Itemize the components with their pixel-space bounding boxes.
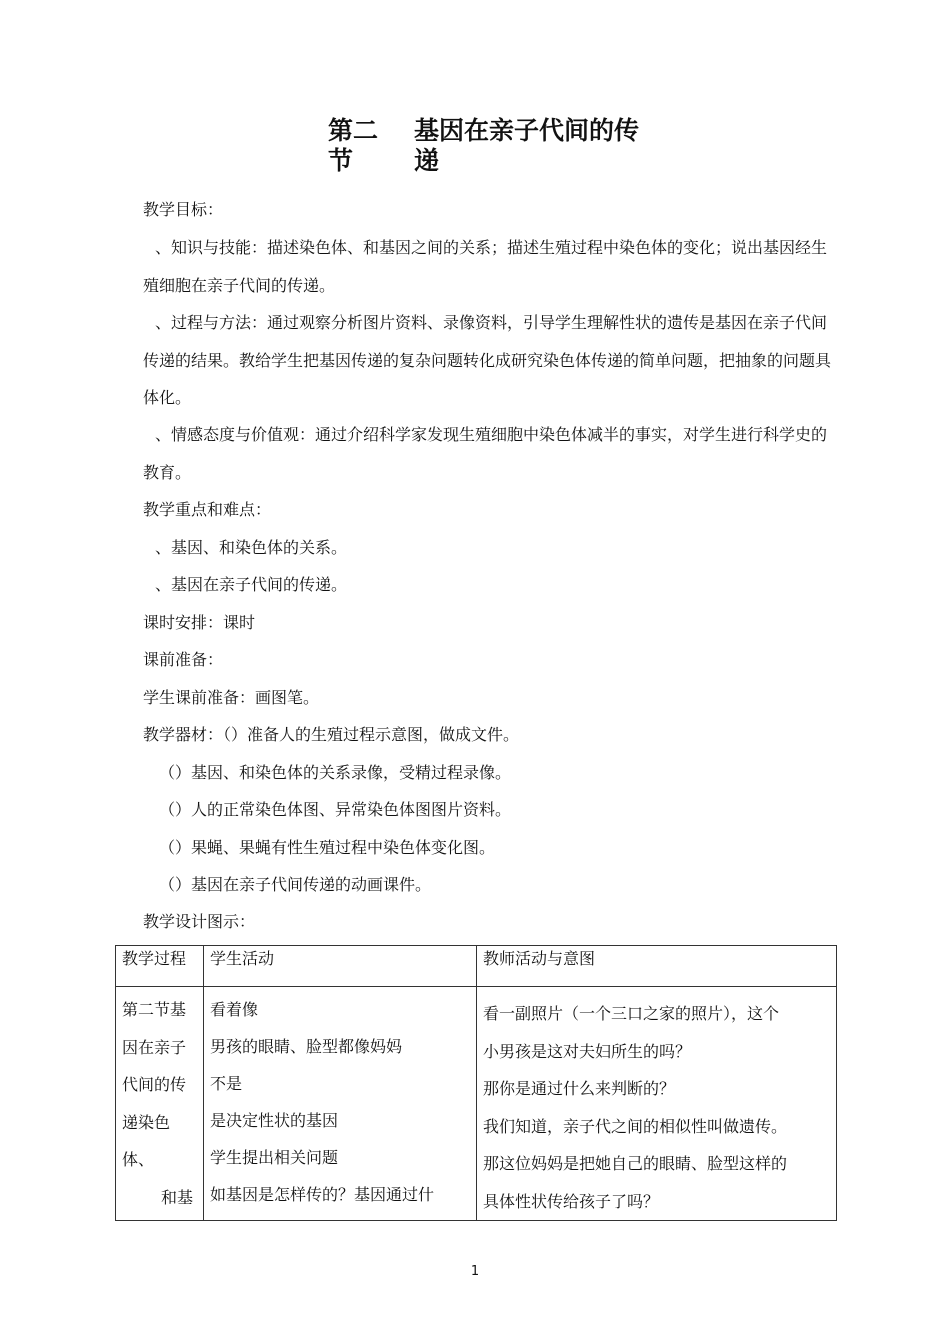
teacher-line: 那你是通过什么来判断的？ — [483, 1079, 676, 1098]
keypoint-2: 、基因在亲子代间的传递。 — [155, 575, 348, 594]
equipment-4: （）果蝇、果蝇有性生殖过程中染色体变化图。 — [159, 838, 496, 857]
table-header-row — [116, 946, 837, 987]
student-preparation: 学生课前准备：画图笔。 — [143, 688, 320, 707]
document-title — [328, 116, 639, 176]
process-line: 递染色 — [122, 1112, 171, 1132]
student-line: 男孩的眼睛、脸型都像妈妈 — [210, 1037, 403, 1056]
teaching-design-table — [115, 945, 837, 1221]
header-student: 学生活动 — [204, 946, 477, 987]
process-cell — [116, 987, 204, 1221]
section-heading-goals: 教学目标： — [143, 200, 224, 219]
process-line: 体、 — [122, 1150, 155, 1169]
teacher-line: 我们知道，亲子代之间的相似性叫做遗传。 — [483, 1116, 788, 1136]
title-line1-right: 基因在亲子代间的传 — [414, 116, 640, 145]
title-line2-left: 节 — [328, 146, 354, 175]
preparation-heading: 课前准备： — [143, 650, 224, 669]
page-number: 1 — [470, 1264, 480, 1279]
teacher-line: 那这位妈妈是把她自己的眼睛、脸型这样的 — [483, 1154, 788, 1173]
header-process: 教学过程 — [116, 946, 204, 987]
design-heading: 教学设计图示： — [143, 912, 256, 931]
goal-attitude: 、情感态度与价值观：通过介绍科学家发现生殖细胞中染色体减半的事实，对学生进行科学史的教育。 — [143, 425, 828, 482]
equipment-5: （）基因在亲子代间传递的动画课件。 — [159, 875, 432, 894]
process-line: 第二节基 — [122, 1000, 187, 1019]
title-line1-left: 第二 — [328, 116, 379, 145]
process-line: 因在亲子 — [122, 1037, 187, 1057]
student-line: 看着像 — [210, 1000, 259, 1019]
header-teacher: 教师活动与意图 — [477, 946, 837, 987]
student-line: 如基因是怎样传的？基因通过什 — [210, 1185, 435, 1204]
teacher-line: 具体性状传给孩子了吗？ — [483, 1191, 660, 1211]
teacher-line: 小男孩是这对夫妇所生的吗？ — [483, 1041, 692, 1061]
table-row — [116, 987, 837, 1221]
section-heading-keypoints: 教学重点和难点： — [143, 500, 272, 519]
student-line: 学生提出相关问题 — [210, 1148, 339, 1167]
teacher-cell — [477, 987, 837, 1221]
equipment-2: （）基因、和染色体的关系录像，受精过程录像。 — [159, 763, 512, 782]
student-line: 不是 — [210, 1074, 243, 1093]
goal-knowledge: 、知识与技能：描述染色体、和基因之间的关系；描述生殖过程中染色体的变化；说出基因经生殖细胞在亲子代间的传递。 — [143, 238, 828, 295]
student-line: 是决定性状的基因 — [210, 1111, 339, 1130]
equipment-3: （）人的正常染色体图、异常染色体图图片资料。 — [159, 800, 512, 819]
title-line2-right: 递 — [414, 146, 440, 175]
process-line: 代间的传 — [122, 1075, 187, 1094]
goal-process: 、过程与方法：通过观察分析图片资料、录像资料，引导学生理解性状的遗传是基因在亲子代间传递的结果。教给学生把基因传递的复杂问题转化成研究染色体传递的简单问题，把抽象的问题具体化。 — [143, 313, 832, 407]
equipment-1: 教学器材：（）准备人的生殖过程示意图，做成文件。 — [143, 725, 520, 744]
teacher-line: 看一副照片（一个三口之家的照片），这个 — [483, 1004, 780, 1023]
process-line: 和基 — [160, 1187, 193, 1207]
schedule: 课时安排：课时 — [143, 613, 256, 632]
keypoint-1: 、基因、和染色体的关系。 — [155, 538, 348, 557]
student-cell — [204, 987, 477, 1221]
